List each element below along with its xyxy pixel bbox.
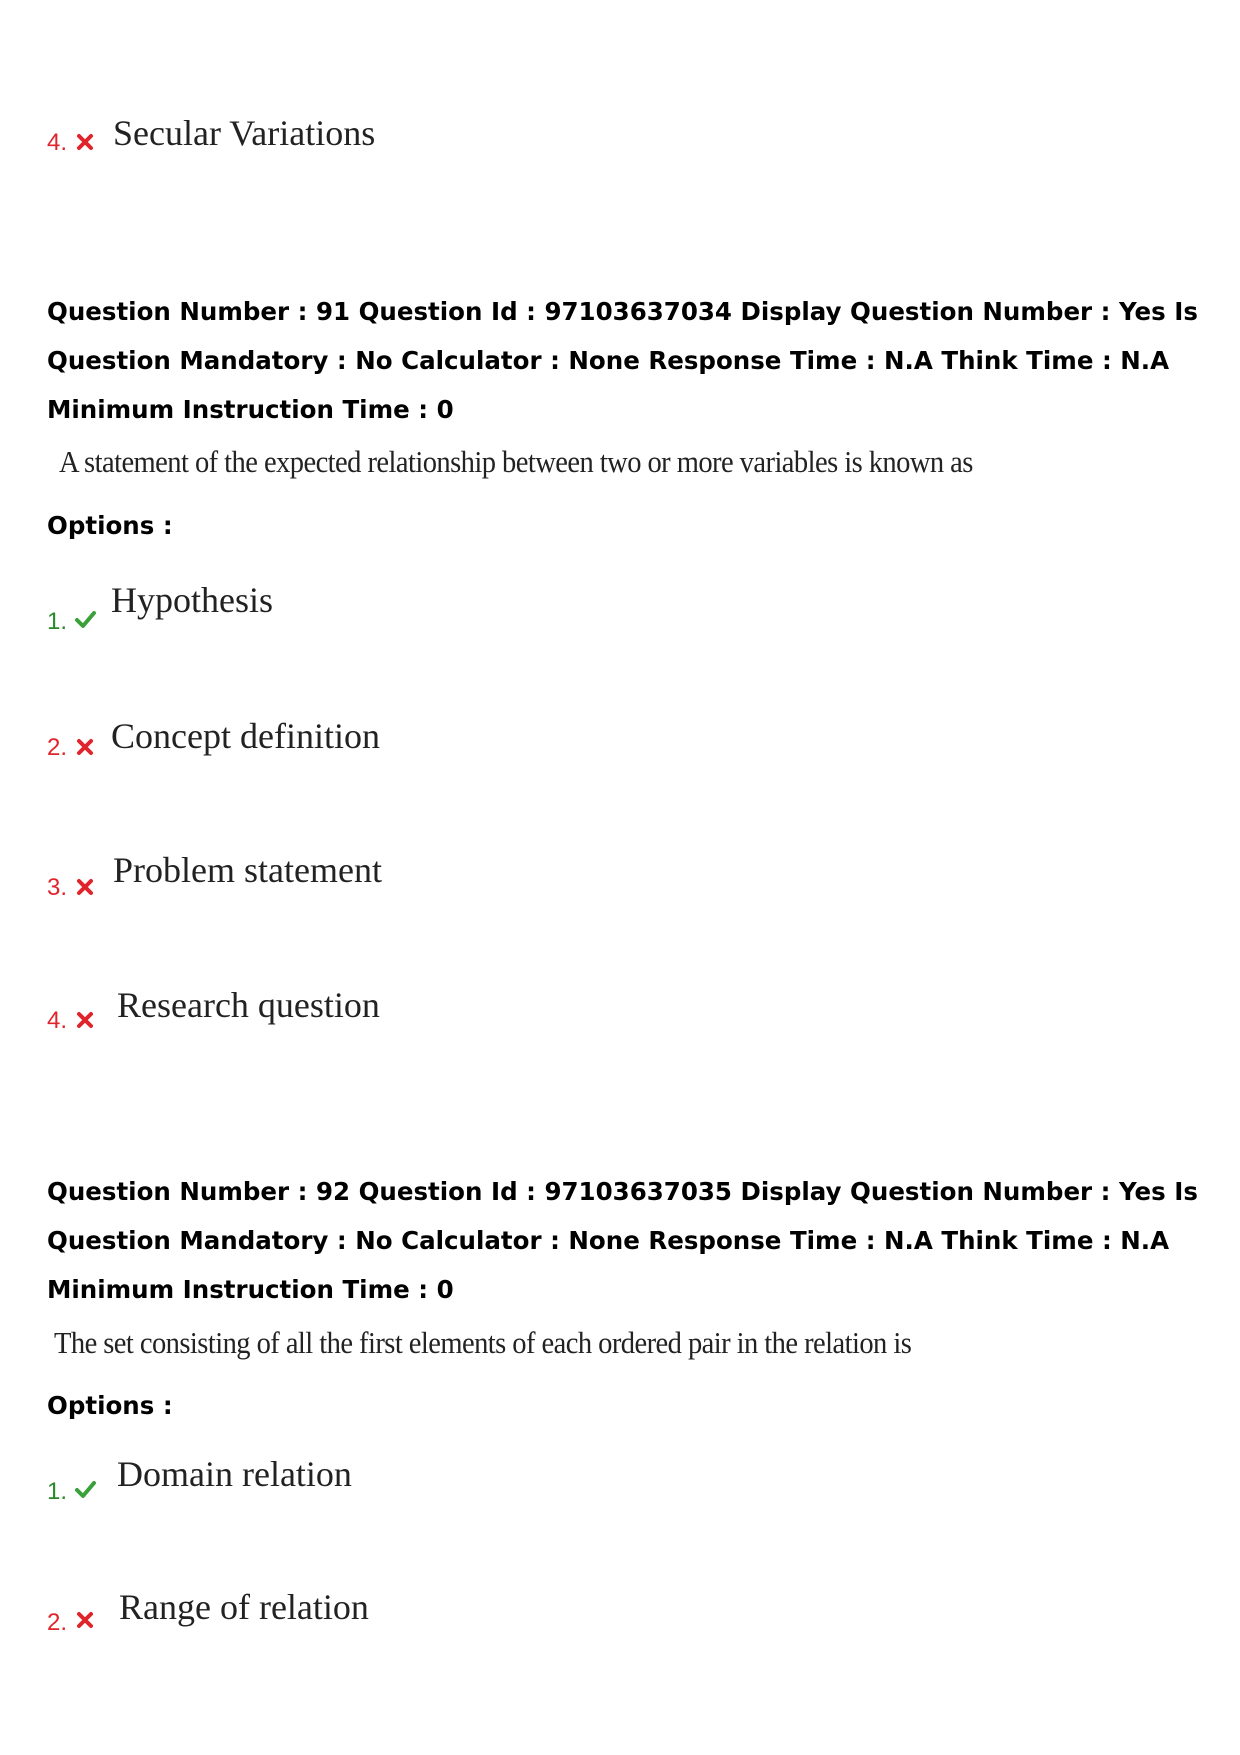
- cross-icon: [74, 131, 96, 153]
- check-icon: [74, 1478, 96, 1500]
- option-text: Hypothesis: [111, 580, 273, 620]
- options-label: Options :: [47, 1391, 173, 1420]
- option-text: Domain relation: [117, 1454, 352, 1494]
- option-text: Range of relation: [119, 1587, 369, 1627]
- option-number: 4.: [47, 129, 68, 156]
- option-number: 3.: [47, 874, 68, 901]
- cross-icon: [74, 736, 96, 758]
- question-text: A statement of the expected relationship between two or more variables is known as: [59, 444, 973, 479]
- cross-icon: [74, 1009, 96, 1031]
- question-header: Question Number : 92 Question Id : 97103637035 Display Question Number : Yes Is Question Mandatory : No Calculator : None Response Time : N.A Think Time : N.A Minimum Instruction Time : 0: [47, 1177, 1198, 1304]
- question-header: Question Number : 91 Question Id : 97103637034 Display Question Number : Yes Is Question Mandatory : No Calculator : None Response Time : N.A Think Time : N.A Minimum Instruction Time : 0: [47, 297, 1198, 424]
- option-number: 2.: [47, 734, 68, 761]
- cross-icon: [74, 1609, 96, 1631]
- option-number: 2.: [47, 1609, 68, 1636]
- option-number: 1.: [47, 1478, 68, 1505]
- option-text: Research question: [117, 985, 380, 1025]
- question-text: The set consisting of all the first elements of each ordered pair in the relation is: [54, 1325, 912, 1360]
- option-text: Concept definition: [111, 716, 380, 756]
- option-number: 4.: [47, 1007, 68, 1034]
- options-label: Options :: [47, 511, 173, 540]
- check-icon: [74, 608, 96, 630]
- option-text: Problem statement: [113, 850, 382, 890]
- option-number: 1.: [47, 608, 68, 635]
- cross-icon: [74, 876, 96, 898]
- option-text: Secular Variations: [113, 113, 376, 153]
